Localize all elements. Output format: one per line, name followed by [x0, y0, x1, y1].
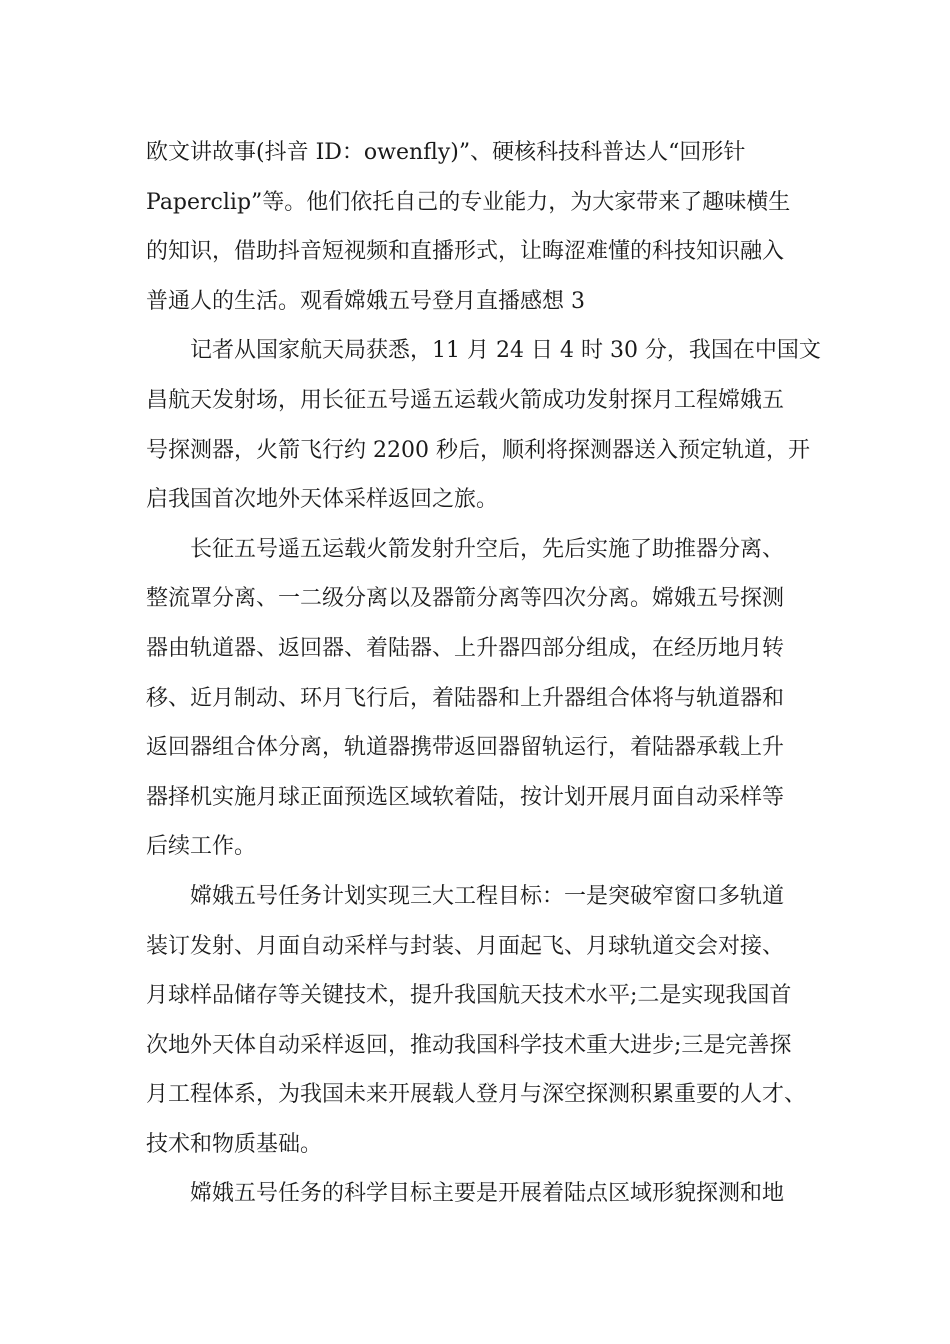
- text-line: Paperclip”等。他们依托自己的专业能力，为大家带来了趣味横生: [146, 189, 791, 215]
- text-line: 移、近月制动、环月飞行后，着陆器和上升器组合体将与轨道器和: [146, 685, 785, 711]
- text-line: 欧文讲故事(抖音 ID：owenfly)”、硬核科技科普达人“回形针: [146, 140, 746, 165]
- text-line: 器由轨道器、返回器、着陆器、上升器四部分组成，在经历地月转: [146, 635, 785, 661]
- text-line: 次地外天体自动采样返回，推动我国科学技术重大进步;三是完善探: [146, 1032, 792, 1058]
- paragraph-first-line: 记者从国家航天局获悉，11 月 24 日 4 时 30 分，我国在中国文: [190, 338, 821, 364]
- text-line: 技术和物质基础。: [146, 1131, 323, 1157]
- text-line: 的知识，借助抖音短视频和直播形式，让晦涩难懂的科技知识融入: [146, 239, 785, 265]
- text-line: 启我国首次地外天体采样返回之旅。: [146, 487, 499, 513]
- paragraph-first-line: 嫦娥五号任务计划实现三大工程目标：一是突破窄窗口多轨道: [190, 883, 785, 909]
- text-line: 装订发射、月面自动采样与封装、月面起飞、月球轨道交会对接、: [146, 933, 785, 959]
- text-line: 后续工作。: [146, 834, 257, 860]
- text-line: 号探测器，火箭飞行约 2200 秒后，顺利将探测器送入预定轨道，开: [146, 437, 810, 463]
- paragraph-first-line: 长征五号遥五运载火箭发射升空后，先后实施了助推器分离、: [190, 536, 785, 562]
- text-line: 月球样品储存等关键技术，提升我国航天技术水平;二是实现我国首: [146, 983, 792, 1009]
- body-text: [146, 128, 821, 1219]
- text-line: 返回器组合体分离，轨道器携带返回器留轨运行，着陆器承载上升: [146, 735, 785, 761]
- text-line: 月工程体系，为我国未来开展载人登月与深空探测积累重要的人才、: [146, 1082, 807, 1108]
- text-line: 昌航天发射场，用长征五号遥五运载火箭成功发射探月工程嫦娥五: [146, 387, 785, 413]
- paragraph-first-line: 嫦娥五号任务的科学目标主要是开展着陆点区域形貌探测和地: [190, 1181, 785, 1207]
- text-line: 器择机实施月球正面预选区域软着陆，按计划开展月面自动采样等: [146, 784, 785, 810]
- text-line: 普通人的生活。观看嫦娥五号登月直播感想 3: [146, 288, 585, 314]
- text-line: 整流罩分离、一二级分离以及器箭分离等四次分离。嫦娥五号探测: [146, 586, 785, 612]
